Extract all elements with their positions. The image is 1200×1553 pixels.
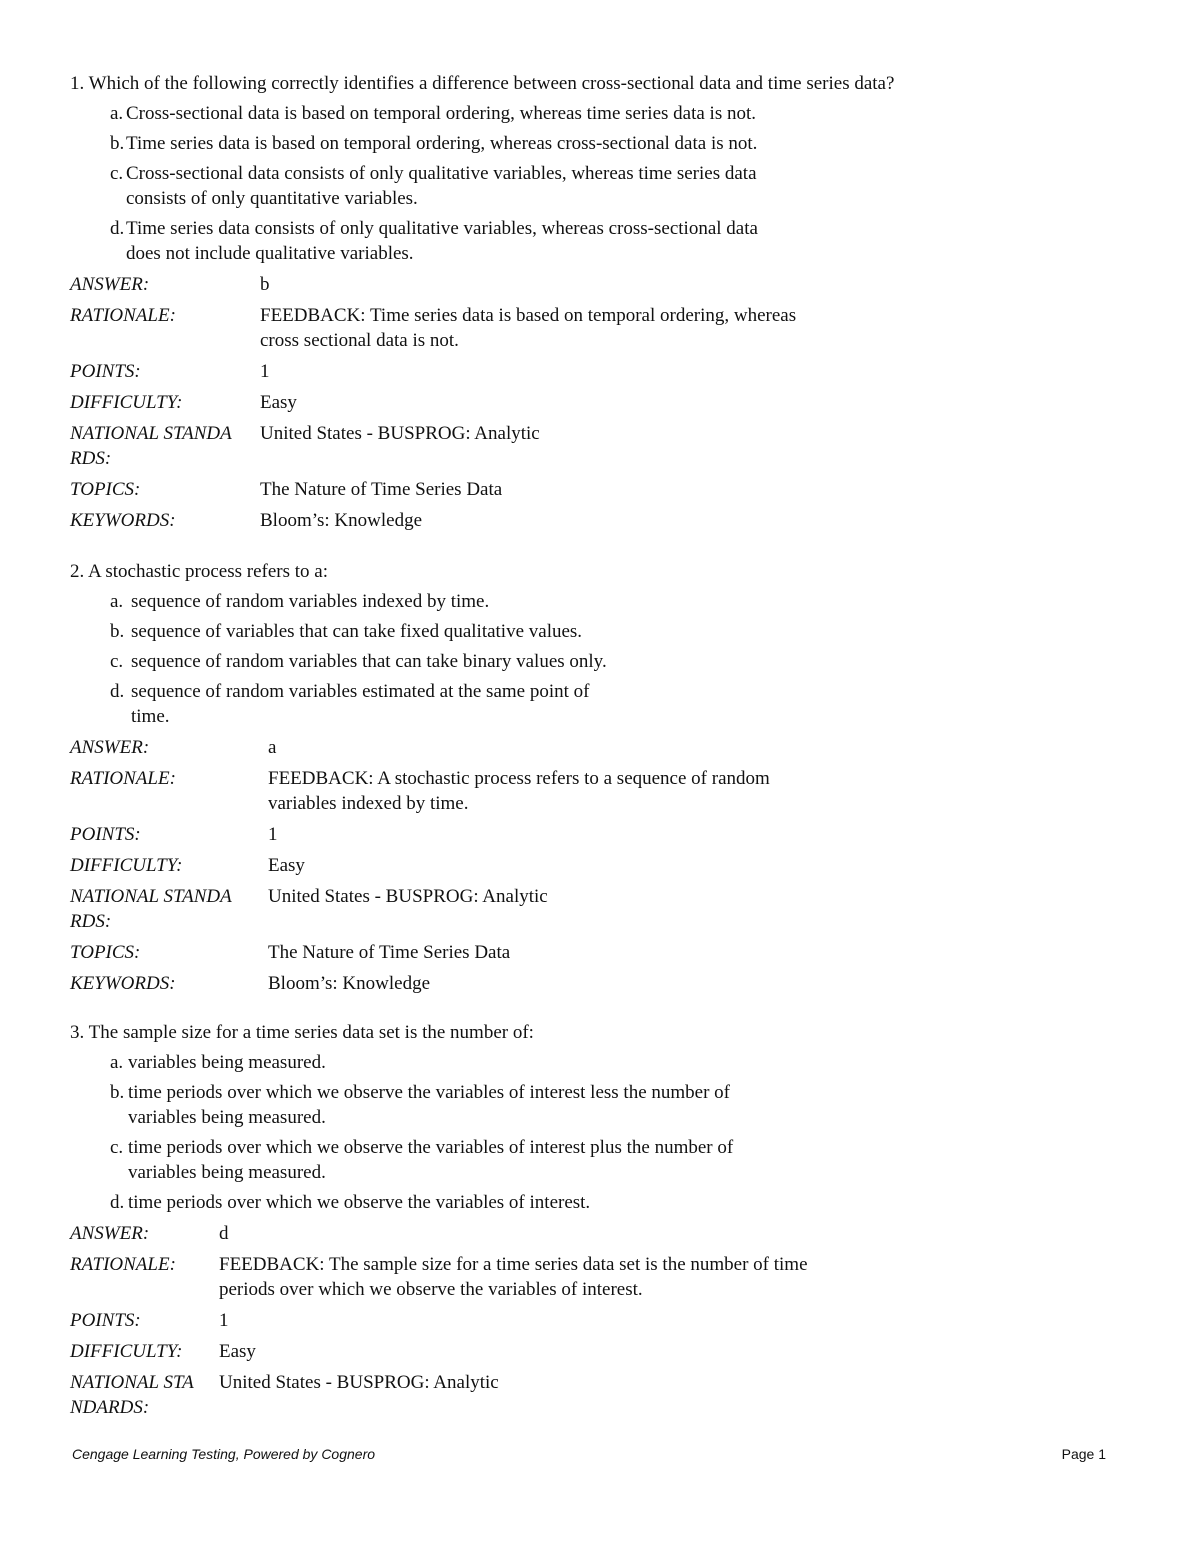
option-d: d. Time series data consists of only qualitative variables, whereas cross-sectional data does not include qualitative variables.	[110, 218, 758, 264]
difficulty-row: DIFFICULTY: Easy	[70, 855, 305, 876]
option-c: c. time periods over which we observe the variables of interest plus the number of variables being measured.	[110, 1137, 734, 1183]
option-a: a. Cross-sectional data is based on temporal ordering, whereas time series data is not.	[110, 103, 756, 124]
footer-publisher: Cengage Learning Testing, Powered by Cognero	[72, 1446, 376, 1462]
option-b: b. Time series data is based on temporal ordering, whereas cross-sectional data is not.	[110, 133, 758, 154]
rationale-row: RATIONALE: FEEDBACK: Time series data is based on temporal ordering, whereas cross sectional data is not.	[70, 305, 797, 351]
topics-row: TOPICS: The Nature of Time Series Data	[70, 479, 503, 500]
option-b: b. time periods over which we observe the variables of interest less the number of variables being measured.	[110, 1082, 731, 1128]
option-a: a. sequence of random variables indexed by time.	[110, 591, 490, 612]
topics-row: TOPICS: The Nature of Time Series Data	[70, 942, 511, 963]
option-a: a. variables being measured.	[110, 1052, 326, 1073]
points-row: POINTS: 1	[70, 1310, 229, 1331]
difficulty-row: DIFFICULTY: Easy	[70, 1341, 256, 1362]
option-c: c. sequence of random variables that can take binary values only.	[110, 651, 607, 672]
points-row: POINTS: 1	[70, 824, 278, 845]
standards-row: NATIONAL STA NDARDS: United States - BUSPROG: Analytic	[70, 1372, 499, 1418]
option-d: d. time periods over which we observe the variables of interest.	[110, 1192, 591, 1213]
points-row: POINTS: 1	[70, 361, 270, 382]
option-b: b. sequence of variables that can take fixed qualitative values.	[110, 621, 583, 642]
page-number: Page 1	[1061, 1446, 1106, 1462]
rationale-row: RATIONALE: FEEDBACK: The sample size for a time series data set is the number of time periods over which we observe the variables of interest.	[70, 1254, 808, 1300]
standards-row: NATIONAL STANDA RDS: United States - BUSPROG: Analytic	[70, 423, 540, 469]
question-stem: 2. A stochastic process refers to a:	[70, 561, 329, 582]
answer-row: ANSWER: d	[70, 1223, 229, 1244]
answer-row: ANSWER: a	[70, 737, 277, 758]
rationale-row: RATIONALE: FEEDBACK: A stochastic process refers to a sequence of random variables indexed by time.	[70, 768, 770, 814]
question-2	[70, 560, 1130, 996]
question-1	[70, 72, 1130, 533]
option-d: d. sequence of random variables estimated at the same point of time.	[110, 681, 590, 727]
keywords-row: KEYWORDS: Bloom’s: Knowledge	[70, 510, 423, 531]
question-stem: 3. The sample size for a time series data set is the number of:	[70, 1022, 534, 1043]
answer-row: ANSWER: b	[70, 274, 270, 295]
standards-row: NATIONAL STANDA RDS: United States - BUSPROG: Analytic	[70, 886, 548, 932]
option-c: c. Cross-sectional data consists of only qualitative variables, whereas time series data consists of only quantitative variables.	[110, 163, 757, 209]
question-3	[70, 1021, 1130, 1420]
difficulty-row: DIFFICULTY: Easy	[70, 392, 297, 413]
question-stem: 1. Which of the following correctly identifies a difference between cross-sectional data and time series data?	[70, 73, 895, 94]
keywords-row: KEYWORDS: Bloom’s: Knowledge	[70, 973, 431, 994]
